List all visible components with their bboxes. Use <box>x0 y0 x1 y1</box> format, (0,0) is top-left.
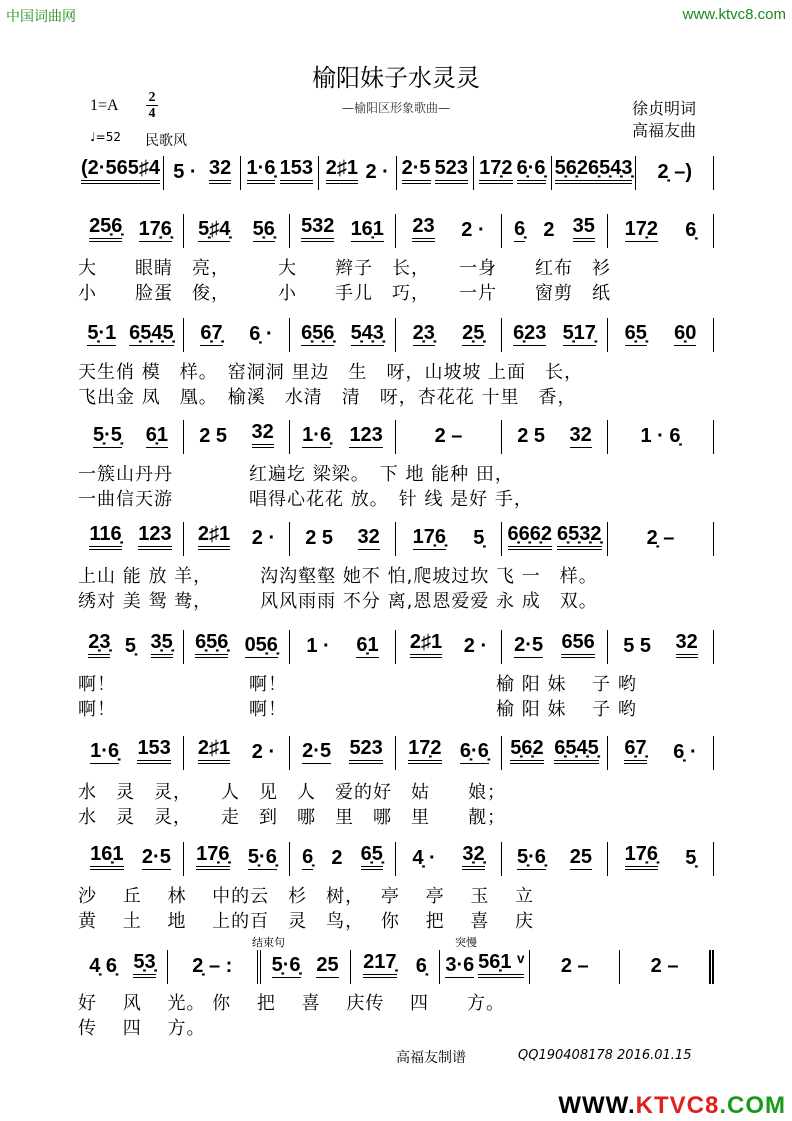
note-group: 32 <box>357 526 380 548</box>
note-group: 32 <box>209 158 231 184</box>
note-group: 2·5 <box>514 634 544 656</box>
lyric-line: 上山 能 放 羊， 沟沟壑壑 她不 怕,爬坡过坎 飞 一 样。 <box>78 566 598 587</box>
site-url-right[interactable]: www.ktvc8.com <box>682 6 786 23</box>
measure <box>78 214 184 248</box>
note-group: 32 <box>676 632 698 658</box>
logo-part: WWW. <box>558 1092 636 1119</box>
note-group: 25 <box>316 954 339 976</box>
measure <box>184 420 290 454</box>
note-group: 4̣ · <box>412 847 436 869</box>
score-system <box>78 318 714 352</box>
note-group: 17̣2 <box>624 218 658 240</box>
note-group: 6̣ · <box>673 741 697 763</box>
note-group: 5̣·5̣ <box>92 424 122 446</box>
note-group: 5̣·6̣ <box>247 846 277 868</box>
note-group: 5̣6̣2 <box>510 738 543 764</box>
site-logo <box>558 1092 786 1120</box>
credits <box>632 98 696 142</box>
note-group: 2̣ – <box>646 527 675 549</box>
note-group: 6̣ <box>302 846 314 868</box>
measure <box>164 156 242 190</box>
note-group: 6̣ · <box>249 323 273 345</box>
performance-annotation: 结束句 <box>252 936 285 949</box>
note-group: 5̣ <box>473 527 485 549</box>
note-group: 2 – <box>434 425 463 447</box>
note-group: 2 · <box>463 635 488 657</box>
note-group: 2̣ –) <box>657 161 692 183</box>
note-group: 217̣ <box>363 952 396 978</box>
lyric-line: 大 眼睛 亮， 大 辫子 长， 一身 红布 衫 <box>78 258 611 279</box>
measure <box>608 522 714 556</box>
measure <box>396 214 502 248</box>
note-group: 153 <box>137 738 170 764</box>
measure <box>608 736 714 770</box>
note-group: 6̣ <box>415 955 427 977</box>
note-group: 5̣3̣ <box>133 952 155 978</box>
measure <box>290 214 396 248</box>
note-group: 17̣2 <box>408 738 441 764</box>
note-group: 2 · <box>251 741 276 763</box>
note-group: 3̣2̣ <box>462 844 484 870</box>
note-group: 2̣5̣ <box>462 322 485 344</box>
measure <box>608 214 714 248</box>
measure <box>78 156 164 190</box>
note-group: 2·5 <box>302 740 332 762</box>
measure <box>552 156 637 190</box>
note-group: 123 <box>138 524 171 550</box>
measure <box>78 736 184 770</box>
lyric-line: 好 风 光。 你 把 喜 庆传 四 方。 <box>78 993 506 1014</box>
measure <box>184 630 290 664</box>
note-group: 6̣1 <box>145 424 169 446</box>
note-group: 2 5 <box>199 425 228 447</box>
note-group: 523 <box>435 158 468 184</box>
note-group: 6̣7̣ <box>200 322 223 344</box>
note-group: 6̣1 <box>356 634 379 656</box>
note-group: 6̣5̣4̣3̣ <box>588 158 633 184</box>
score-system <box>78 842 714 876</box>
note-group: 6̣5̣6̣ <box>301 322 335 344</box>
note-group: 32 <box>569 424 592 446</box>
note-group: 2♯1 <box>410 632 442 658</box>
measure <box>290 522 396 556</box>
measure <box>184 736 290 770</box>
note-group: 2 <box>331 847 343 869</box>
measure <box>78 950 168 984</box>
measure <box>396 522 502 556</box>
note-group: 2·5 <box>141 846 171 868</box>
note-group: 6̣5̣3̣2̣ <box>557 524 602 550</box>
note-group: 5̣6̣ <box>252 218 275 240</box>
key-signature: 1=A <box>90 97 119 114</box>
measure <box>502 522 608 556</box>
measure <box>502 318 608 352</box>
measure <box>502 214 608 248</box>
note-group: 2 5 <box>517 425 546 447</box>
note-group: 35 <box>573 216 595 242</box>
note-group: 2 5 <box>305 527 334 549</box>
note-group: 16̣1 <box>350 218 384 240</box>
note-group: 5 · <box>173 161 197 183</box>
note-group: 6̣ <box>685 219 697 241</box>
note-group: 2̣ – : <box>192 955 233 977</box>
measure <box>290 736 396 770</box>
note-group: 1·6̣ <box>302 424 332 446</box>
note-group: 123 <box>349 424 383 446</box>
measure <box>241 156 319 190</box>
note-group: 6̣0 <box>674 322 697 344</box>
measure <box>502 420 608 454</box>
lyricist: 徐贞明词 <box>632 99 697 118</box>
note-group: 5̣6̣2 <box>555 158 588 184</box>
lyric-line: 绣对 美 鸳 鸯， 风风雨雨 不分 离,恩恩爱爱 永 成 双。 <box>78 591 598 612</box>
measure <box>78 420 184 454</box>
note-group: 3̣5̣ <box>151 632 173 658</box>
note-group: 153 <box>280 158 313 184</box>
measure <box>319 156 397 190</box>
style-mark: 民歌风 <box>145 133 187 149</box>
measure <box>184 522 290 556</box>
song-title: 榆阳妹子水灵灵 <box>312 64 480 92</box>
measure <box>78 842 184 876</box>
arranger-credit: 高福友制谱 <box>396 1050 466 1066</box>
note-group: (2·5 <box>81 158 117 184</box>
note-group: 5̣ <box>124 635 137 657</box>
lyric-line: 水 灵 灵， 人 见 人 爱的好 姑 娘； <box>78 782 506 803</box>
note-group: 1 · <box>306 635 330 657</box>
note-group: 6̣6̣6̣2 <box>508 524 553 550</box>
measure <box>78 630 184 664</box>
note-group: 3·6 <box>445 954 475 976</box>
note-group: 2 · <box>251 527 276 549</box>
note-group: 6̣·6̣ <box>517 158 546 184</box>
note-group: 2 · <box>461 219 485 241</box>
note-group: 6̣ <box>514 218 526 240</box>
note-group: 6̣5̣ <box>361 844 383 870</box>
measure <box>290 630 396 664</box>
measure <box>440 950 530 984</box>
measure <box>290 842 396 876</box>
measure <box>168 950 261 984</box>
measure <box>397 156 475 190</box>
qq-date: QQ190408178 2016.01.15 <box>518 1048 692 1063</box>
measure <box>620 950 714 984</box>
score-system <box>78 214 714 248</box>
meter-bottom: 4 <box>148 106 156 121</box>
note-group: 5̣·1 <box>87 322 117 344</box>
note-group: 17̣6̣ <box>196 844 229 870</box>
note-group: 5 5 <box>623 635 652 657</box>
tempo-mark: ♩=52 <box>90 130 121 144</box>
lyric-line: 水 灵 灵， 走 到 哪 里 哪 里 靓； <box>78 807 506 828</box>
note-group: 25̣6̣ <box>89 216 122 242</box>
site-name-left: 中国词曲网 <box>6 9 76 25</box>
note-group: 6̣5̣6̣ <box>195 632 228 658</box>
measure <box>396 842 502 876</box>
note-group: 05̣6̣ <box>244 634 278 656</box>
note-group: 6̣·6̣ <box>459 740 489 762</box>
lyric-line: 一曲信天游 唱得心花花 放。 针 线 是好 手， <box>78 489 533 510</box>
score-system <box>78 522 714 556</box>
measure <box>608 318 714 352</box>
note-group: 2̣3̣ <box>88 632 110 658</box>
measure <box>290 420 396 454</box>
note-group: 6̣5̣ <box>624 322 647 344</box>
lyric-line: 啊！ 啊！ 榆 阳 妹 子 哟 <box>78 674 637 695</box>
measure <box>78 522 184 556</box>
measure <box>184 318 290 352</box>
performance-annotation: 突慢 <box>455 936 477 949</box>
score-system <box>78 156 714 190</box>
logo-part: .COM <box>719 1092 786 1119</box>
note-group: 56̣1 ᵛ <box>478 952 524 978</box>
note-group: 116̣ <box>89 524 121 550</box>
lyric-line: 一簇山丹丹 红遍圪 梁梁。 下 地 能种 田， <box>78 464 514 485</box>
note-group: 523 <box>349 738 382 764</box>
measure <box>502 736 608 770</box>
note-group: 1·6̣ <box>247 158 276 184</box>
note-group: 17̣6̣ <box>625 844 658 870</box>
measure <box>351 950 441 984</box>
note-group: 4̣ 6̣ <box>89 955 117 977</box>
composer: 高福友曲 <box>632 121 697 140</box>
note-group: 2·5 <box>402 158 431 184</box>
note-group: 2 · <box>365 161 389 183</box>
score-system <box>78 950 714 984</box>
lyric-line: 小 脸蛋 俊， 小 手儿 巧， 一片 窗剪 纸 <box>78 283 611 304</box>
time-signature <box>146 90 158 121</box>
note-group: 65♯4 <box>117 158 160 184</box>
lyric-line: 传 四 方。 <box>78 1018 206 1039</box>
measure <box>608 842 714 876</box>
note-group: 6̣23 <box>513 322 547 344</box>
score-system <box>78 420 714 454</box>
song-subtitle: —榆阳区形象歌曲— <box>341 101 450 115</box>
note-group: 17̣2 <box>479 158 512 184</box>
note-group: 6̣5̣4̣5̣ <box>554 738 599 764</box>
logo-part: KTVC8 <box>635 1092 720 1119</box>
note-group: 23 <box>412 216 434 242</box>
meter-top: 2 <box>146 90 158 106</box>
note-group: 5̣♯4̣ <box>198 218 231 240</box>
note-group: 656 <box>561 632 594 658</box>
measure <box>474 156 552 190</box>
lyric-line: 天生俏 模 样。 窑洞洞 里边 生 呀，山坡坡 上面 长， <box>78 362 584 383</box>
measure <box>530 950 620 984</box>
note-group: 17̣6̣ <box>138 218 172 240</box>
lyric-line: 啊！ 啊！ 榆 阳 妹 子 哟 <box>78 699 637 720</box>
note-group: 2 <box>543 219 555 241</box>
measure <box>184 214 290 248</box>
lyric-line: 黄 土 地 上的百 灵 鸟， 你 把 喜 庆 <box>78 911 535 932</box>
measure <box>502 842 608 876</box>
note-group: 6̣7̣ <box>624 738 646 764</box>
lyric-line: 沙 丘 林 中的云 杉 树， 亭 亭 玉 立 <box>78 886 535 907</box>
measure <box>396 318 502 352</box>
measure <box>396 736 502 770</box>
note-group: 32 <box>252 422 274 448</box>
measure <box>78 318 184 352</box>
lyric-line: 飞出金 凤 凰。 榆溪 水清 清 呀，杏花花 十里 香， <box>78 387 577 408</box>
score-system <box>78 736 714 770</box>
note-group: 532 <box>301 216 334 242</box>
note-group: 6̣5̣4̣5̣ <box>129 322 174 344</box>
note-group: 5̣17̣ <box>562 322 596 344</box>
note-group: 2 – <box>560 955 589 977</box>
measure <box>608 630 714 664</box>
note-group: 1·6̣ <box>90 740 120 762</box>
measure <box>608 420 714 454</box>
measure <box>396 420 502 454</box>
measure <box>290 318 396 352</box>
note-group: 2♯1 <box>198 524 230 550</box>
measure <box>261 950 351 984</box>
note-group: 5̣·6̣ <box>271 954 301 976</box>
note-group: 2̣3̣ <box>412 322 435 344</box>
note-group: 5̣·6̣ <box>516 846 546 868</box>
note-group: 5̣4̣3̣ <box>350 322 384 344</box>
note-group: 2 – <box>650 955 679 977</box>
measure <box>396 630 502 664</box>
measure <box>502 630 608 664</box>
note-group: 5̣ <box>685 847 697 869</box>
measure <box>636 156 714 190</box>
note-group: 25 <box>569 846 593 868</box>
note-group: 16̣1 <box>90 844 123 870</box>
note-group: 17̣6̣ <box>412 526 446 548</box>
note-group: 2♯1 <box>326 158 358 184</box>
note-group: 1 · 6̣ <box>640 425 681 447</box>
measure <box>184 842 290 876</box>
note-group: 2♯1 <box>198 738 230 764</box>
score-system <box>78 630 714 664</box>
